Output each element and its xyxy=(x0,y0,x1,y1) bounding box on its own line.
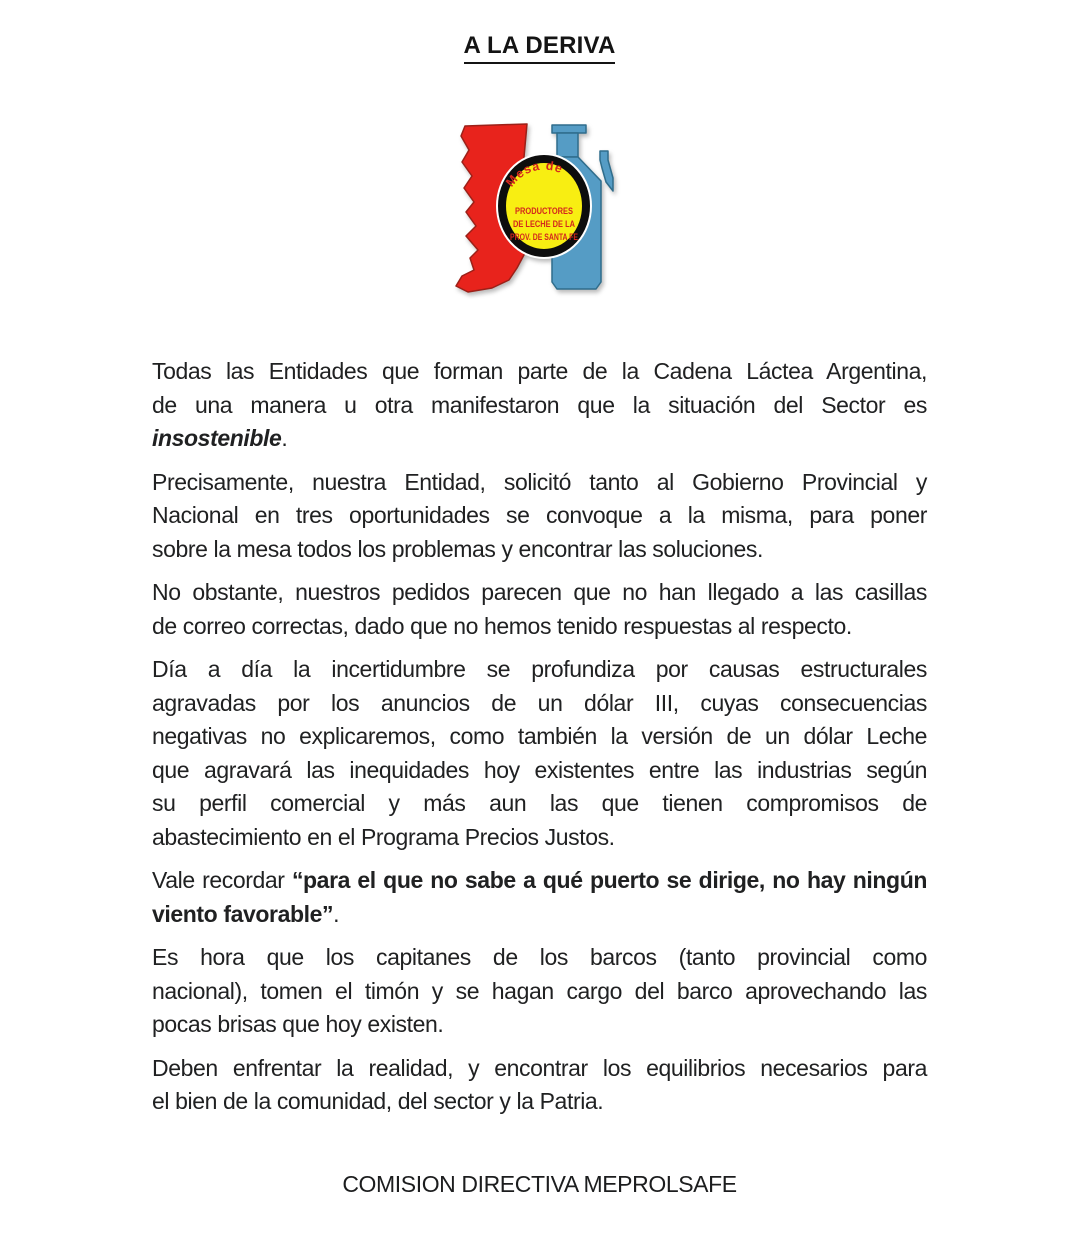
logo-arc-text: Mesa de xyxy=(502,158,565,190)
paragraph xyxy=(152,466,927,567)
paragraph-line xyxy=(152,687,927,721)
paragraph-line xyxy=(152,720,927,754)
text-segment: viento favorable” xyxy=(152,900,334,927)
text-segment: No obstante, nuestros pedidos parecen que no han llegado a las casillas xyxy=(152,579,927,605)
text-segment: de correo correctas, dado que no hemos tenido respuestas al respecto. xyxy=(152,612,852,639)
text-segment: . xyxy=(333,900,340,927)
paragraph-line xyxy=(152,610,927,644)
logo-circle-line-2: DE LECHE DE LA xyxy=(512,219,575,230)
paragraph-line xyxy=(152,533,927,567)
paragraph-line xyxy=(152,576,927,610)
paragraph-line xyxy=(152,653,927,687)
text-segment: Nacional en tres oportunidades se convoque a la misma, para poner xyxy=(152,502,927,528)
text-segment: “para el que no sabe a qué puerto se dirige, no hay ningún xyxy=(291,867,927,893)
text-segment: agravadas por los anuncios de un dólar III, cuyas consecuencias xyxy=(152,689,927,716)
document-footer: COMISION DIRECTIVA MEPROLSAFE xyxy=(342,1170,737,1197)
text-segment: Precisamente, nuestra Entidad, solicitó tanto al Gobierno Provincial y xyxy=(152,468,927,495)
paragraph xyxy=(152,864,927,931)
logo-container xyxy=(152,118,927,303)
paragraph-line xyxy=(152,787,927,821)
paragraph-line xyxy=(152,1052,927,1086)
text-segment: el bien de la comunidad, del sector y la Patria. xyxy=(152,1088,604,1114)
paragraph-line xyxy=(152,466,927,500)
paragraph-line xyxy=(152,975,927,1009)
paragraph-line xyxy=(152,941,927,975)
text-segment: abastecimiento en el Programa Precios Justos. xyxy=(152,823,615,850)
meprolsafe-logo xyxy=(454,118,616,298)
text-segment: Es hora que los capitanes de los barcos (tanto provincial como xyxy=(152,944,927,970)
document-content xyxy=(152,32,927,1198)
text-segment: Deben enfrentar la realidad, y encontrar los equilibrios necesarios para xyxy=(152,1054,927,1081)
text-segment: sobre la mesa todos los problemas y encontrar las soluciones. xyxy=(152,535,763,562)
logo-circle-text xyxy=(510,206,578,243)
paragraph-line xyxy=(152,821,927,855)
jug-handle-shape xyxy=(600,151,613,191)
text-segment: Todas las Entidades que forman parte de la Cadena Láctea Argentina, xyxy=(152,358,927,384)
paragraph xyxy=(152,576,927,643)
text-segment: de una manera u otra manifestaron que la situación del Sector es xyxy=(152,391,927,418)
text-segment: pocas brisas que hoy existen. xyxy=(152,1011,444,1037)
paragraph-line xyxy=(152,754,927,788)
paragraph-line xyxy=(152,355,927,389)
document-title xyxy=(152,32,927,64)
text-segment: insostenible xyxy=(152,425,282,451)
paragraphs xyxy=(152,355,927,1119)
paragraph-line xyxy=(152,864,927,898)
paragraph-line xyxy=(152,499,927,533)
paragraph xyxy=(152,653,927,854)
text-segment: negativas no explicaremos, como también la versión de un dólar Leche xyxy=(152,723,927,749)
logo-circle-line-3: PROV. DE SANTA FE xyxy=(509,232,578,243)
paragraph xyxy=(152,355,927,456)
text-segment: su perfil comercial y más aun las que tienen compromisos de xyxy=(152,790,927,816)
document-title-text: A LA DERIVA xyxy=(464,32,616,64)
paragraph xyxy=(152,941,927,1042)
paragraph-line xyxy=(152,422,927,456)
text-segment: Vale recordar xyxy=(152,867,292,893)
logo-circle-line-1: PRODUCTORES xyxy=(514,206,573,217)
text-segment: nacional), tomen el timón y se hagan cargo del barco aprovechando las xyxy=(152,977,927,1004)
text-segment: . xyxy=(281,425,288,451)
text-segment: Día a día la incertidumbre se profundiza por causas estructurales xyxy=(152,656,927,682)
paragraph xyxy=(152,1052,927,1119)
text-segment: que agravará las inequidades hoy existentes entre las industrias según xyxy=(152,756,927,783)
paragraph-line xyxy=(152,898,927,932)
paragraph-line xyxy=(152,1085,927,1119)
paragraph-line xyxy=(152,1008,927,1042)
paragraph-line xyxy=(152,389,927,423)
